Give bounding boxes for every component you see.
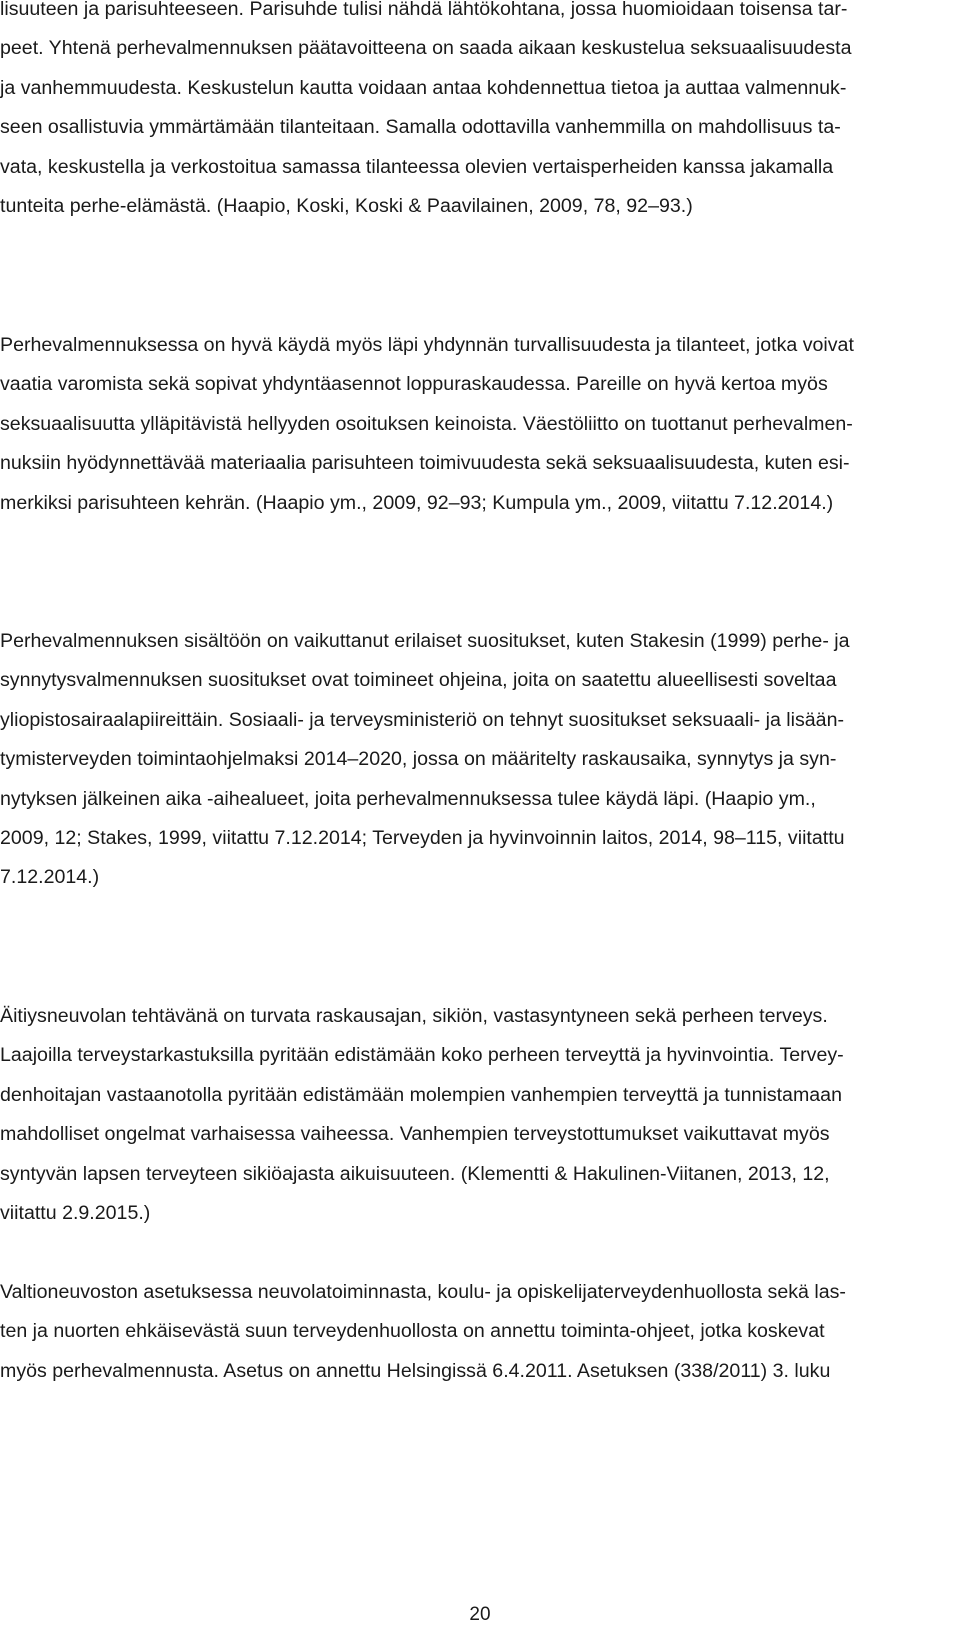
text-line: Perhevalmennuksessa on hyvä käydä myös läpi yhdynnän turvallisuudesta ja tilanteet, jotka voivat bbox=[0, 334, 854, 356]
text-line: vaatia varomista sekä sopivat yhdyntäasennot loppuraskaudessa. Pareille on hyvä kertoa myös bbox=[0, 373, 828, 395]
text-line: synnytysvalmennuksen suositukset ovat toimineet ohjeina, joita on saatettu alueellisesti soveltaa bbox=[0, 669, 837, 691]
text-line: tunteita perhe-elämästä. (Haapio, Koski, Koski & Paavilainen, 2009, 78, 92–93.) bbox=[0, 195, 693, 217]
text-line: merkiksi parisuhteen kehrän. (Haapio ym., 2009, 92–93; Kumpula ym., 2009, viitattu 7.12.2014.) bbox=[0, 492, 834, 514]
text-line: viitattu 2.9.2015.) bbox=[0, 1202, 151, 1224]
text-line: 7.12.2014.) bbox=[0, 866, 100, 888]
text-line: Laajoilla terveystarkastuksilla pyritään edistämään koko perheen terveyttä ja hyvinvointia. Tervey- bbox=[0, 1044, 844, 1066]
text-line: peet. Yhtenä perhevalmennuksen päätavoitteena on saada aikaan keskustelua seksuaalisuudesta bbox=[0, 37, 852, 59]
text-line: ten ja nuorten ehkäisevästä suun terveydenhuollosta on annettu toiminta-ohjeet, jotka koskevat bbox=[0, 1320, 825, 1342]
text-line: seksuaalisuutta ylläpitävistä hellyyden osoituksen keinoista. Väestöliitto on tuottanut perhevalmen- bbox=[0, 413, 853, 435]
text-line: nuksiin hyödynnettävää materiaalia parisuhteen toimivuudesta sekä seksuaalisuudesta, kuten esi- bbox=[0, 452, 850, 474]
text-line: vata, keskustella ja verkostoitua samassa tilanteessa olevien vertaisperheiden kanssa jakamalla bbox=[0, 156, 834, 178]
text-line: ja vanhemmuudesta. Keskustelun kautta voidaan antaa kohdennettua tietoa ja auttaa valmennuk- bbox=[0, 77, 847, 99]
text-line: Perhevalmennuksen sisältöön on vaikuttanut erilaiset suositukset, kuten Stakesin (1999) perhe- ja bbox=[0, 630, 850, 652]
text-line: denhoitajan vastaanotolla pyritään edistämään molempien vanhempien terveyttä ja tunnistamaan bbox=[0, 1084, 842, 1106]
text-line: syntyvän lapsen terveyteen sikiöajasta aikuisuuteen. (Klementti & Hakulinen-Viitanen, 2013, 12, bbox=[0, 1163, 830, 1185]
text-line: myös perhevalmennusta. Asetus on annettu Helsingissä 6.4.2011. Asetuksen (338/2011) 3. luku bbox=[0, 1360, 831, 1382]
page-number: 20 bbox=[469, 1604, 491, 1625]
text-line: Valtioneuvoston asetuksessa neuvolatoiminnasta, koulu- ja opiskelijaterveydenhuollosta sekä las- bbox=[0, 1281, 846, 1303]
text-line: 2009, 12; Stakes, 1999, viitattu 7.12.2014; Terveyden ja hyvinvoinnin laitos, 2014, 98–115, viitattu bbox=[0, 827, 845, 849]
text-line: lisuuteen ja parisuhteeseen. Parisuhde tulisi nähdä lähtökohtana, jossa huomioidaan toisensa tar- bbox=[0, 0, 848, 20]
text-line: yliopistosairaalapiireittäin. Sosiaali- ja terveysministeriö on tehnyt suositukset seksuaali- ja lisään- bbox=[0, 709, 845, 731]
text-line: seen osallistuvia ymmärtämään tilanteitaan. Samalla odottavilla vanhemmilla on mahdollisuus ta- bbox=[0, 116, 841, 138]
text-line: mahdolliset ongelmat varhaisessa vaiheessa. Vanhempien terveystottumukset vaikuttavat myös bbox=[0, 1123, 830, 1145]
text-line: nytyksen jälkeinen aika -aihealueet, joita perhevalmennuksessa tulee käydä läpi. (Haapio ym., bbox=[0, 788, 816, 810]
text-line: tymisterveyden toimintaohjelmaksi 2014–2020, jossa on määritelty raskausaika, synnytys ja syn- bbox=[0, 748, 837, 770]
text-line: Äitiysneuvolan tehtävänä on turvata raskausajan, sikiön, vastasyntyneen sekä perheen terveys. bbox=[0, 1005, 828, 1027]
